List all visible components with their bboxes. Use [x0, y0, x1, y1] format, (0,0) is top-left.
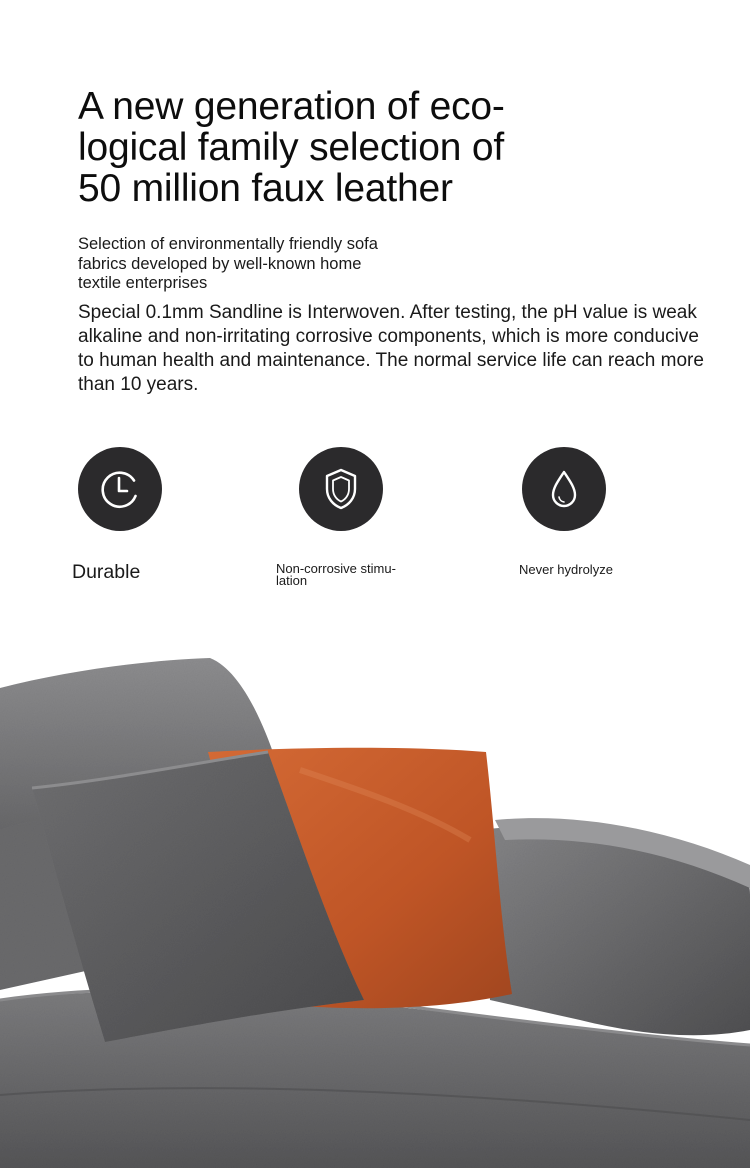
headline-line: 50 million faux leather — [78, 167, 453, 210]
headline — [78, 86, 548, 209]
description-line: to human health and maintenance. The normal service life can reach more — [78, 350, 704, 371]
subtitle — [78, 235, 438, 294]
feature-label-non-corrosive: Non-corrosive stimu- lation — [276, 561, 396, 588]
sofa-photo — [0, 640, 750, 1168]
headline-line: A new generation of eco- — [78, 85, 505, 128]
feature-label-never-hydrolyze: Never hydrolyze — [519, 562, 613, 577]
water-drop-icon — [522, 447, 606, 531]
description-line: Special 0.1mm Sandline is Interwoven. After testing, the pH value is weak — [78, 302, 697, 323]
description — [78, 301, 750, 397]
description-line: than 10 years. — [78, 374, 199, 395]
subtitle-line: textile enterprises — [78, 274, 208, 292]
description-line: alkaline and non-irritating corrosive components, which is more conducive — [78, 326, 699, 347]
clock-icon — [78, 447, 162, 531]
headline-line: logical family selection of — [78, 126, 504, 169]
feature-label-durable: Durable — [72, 561, 141, 583]
shield-icon — [299, 447, 383, 531]
subtitle-line: Selection of environmentally friendly sofa — [78, 235, 378, 253]
subtitle-line: fabrics developed by well-known home — [78, 254, 362, 273]
